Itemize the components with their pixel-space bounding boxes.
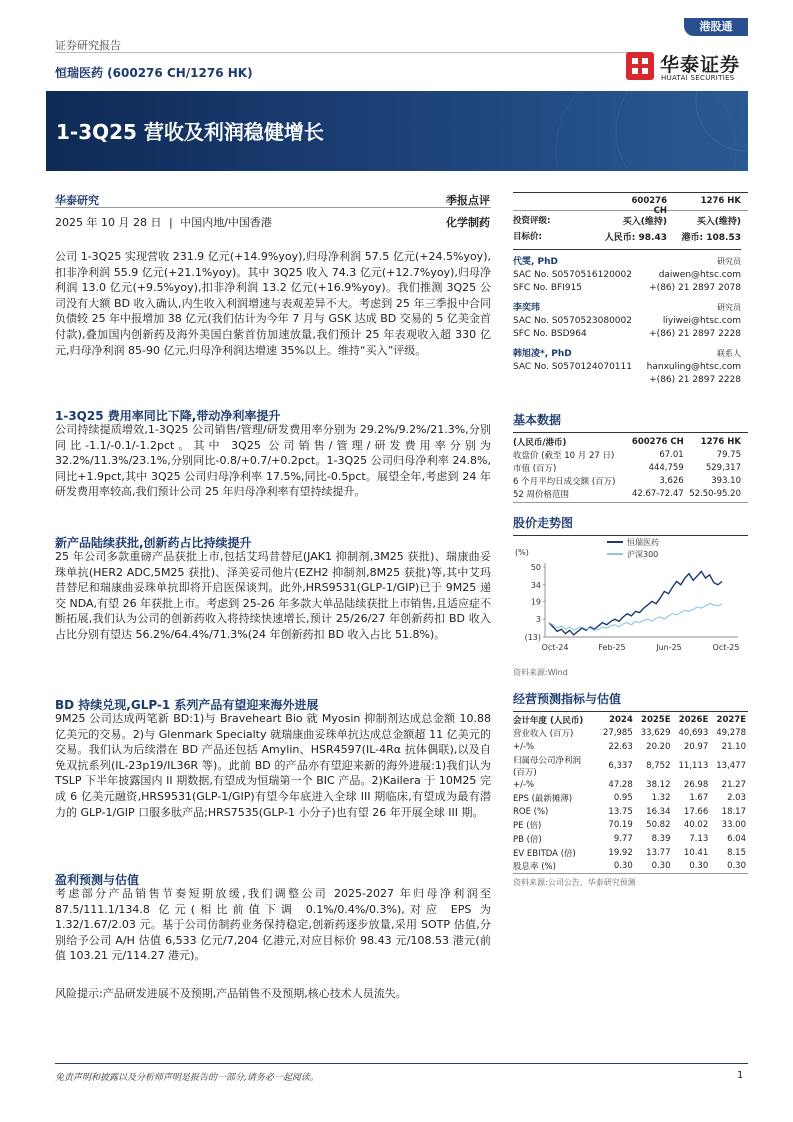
forecast-cell: 10.41 (683, 847, 709, 858)
basic-data-cell: 市值 (百万) (513, 463, 557, 474)
basic-data-cell: 529,317 (705, 462, 741, 473)
forecast-row (513, 819, 746, 833)
basic-data-row (513, 461, 741, 474)
forecast-cell: 2.03 (727, 793, 746, 804)
forecast-cell: 19.92 (608, 847, 633, 858)
forecast-cell: PE (倍) (513, 821, 542, 832)
analyst-name: 代雯, PhD (513, 257, 559, 267)
company-line: 恒瑞医药 (600276 CH/1276 HK) (55, 66, 253, 80)
footer-rule (55, 1063, 748, 1064)
section-1-title: 1-3Q25 费用率同比下降,带动净利率提升 (55, 409, 281, 423)
forecast-cell: 17.66 (683, 806, 709, 817)
forecast-cell: 18.17 (721, 806, 746, 817)
forecast-cell: 7.13 (689, 833, 709, 844)
x-tick-label: Jun-25 (656, 643, 682, 652)
huatai-logo (624, 50, 748, 88)
analyst-card (513, 302, 741, 342)
forecast-row (513, 754, 746, 778)
section-2-title: 新产品陆续获批,创新药占比持续提升 (55, 536, 252, 550)
forecast-row (513, 859, 746, 873)
intro-paragraph (55, 249, 491, 358)
forecast-row (513, 778, 746, 792)
y-axis-label: (%) (515, 548, 529, 557)
logo-en-text: HUATAI SECURITIES (661, 74, 735, 82)
forecast-cell: 13.77 (646, 847, 671, 858)
analyst-name: 李奕玮 (513, 303, 541, 313)
target-a: 人民币: 98.43 (604, 233, 667, 243)
forecast-cell: 50.82 (646, 820, 671, 831)
rating-code-row (513, 196, 748, 216)
footer-disclaimer: 免责声明和披露以及分析师声明是报告的一部分,请务必一起阅读。 (55, 1073, 319, 1083)
basic-data-cell: 42.67-72.47 (631, 488, 684, 499)
forecast-row (513, 832, 746, 846)
basic-data-header (513, 435, 741, 448)
analyst-name: 韩旭凌*, PhD (513, 349, 572, 359)
forecast-block (513, 690, 748, 888)
report-title: 1-3Q25 营收及利润稳健增长 (56, 120, 324, 144)
forecast-cell: 40,693 (678, 728, 709, 739)
industry-label: 化学制药 (446, 216, 490, 229)
forecast-cell: 26.98 (683, 779, 709, 790)
hk-connect-tag: 港股通 (684, 18, 748, 36)
forecast-cell: 13,477 (716, 760, 746, 771)
forecast-cell: 70.19 (608, 820, 633, 831)
forecast-cell: 40.02 (683, 820, 709, 831)
forecast-cell: 8,752 (646, 760, 671, 771)
forecast-head-cell: 2026E (678, 714, 709, 725)
basic-data-row (513, 487, 741, 500)
basic-data-row (513, 448, 741, 461)
y-tick-label: (13) (524, 633, 541, 642)
section-1-body: 公司持续提质增效,1-3Q25 公司销售/管理/研发费用率分别为 29.2%/9.2%/21.3%,分别同比-1.1/-0.1/-1.2pct。其中 3Q25 公司销售/管理/研发费用率分别为 32.2%/11.3%/23.1%,分别同比-0.8/+0.7/+0.2pct。1-3Q25 公司归母净利率 24.8%,同比+1.9pct,其中 3Q25 公司归母净利率 17.5%,同比-0.5pct。展望全年,考虑到 24 年研发费用率较高,我们预计公司 25 年归母净利率有望持续提升。 (55, 423, 491, 499)
series-line-csi300 (549, 604, 722, 631)
rating-code-h: 1276 HK (700, 196, 741, 206)
forecast-cell: 0.30 (613, 861, 633, 872)
forecast-cell: 8.39 (651, 833, 671, 844)
forecast-cell: 1.32 (651, 793, 671, 804)
rating-a: 买入(维持) (622, 217, 667, 227)
forecast-cell: 49,278 (716, 728, 746, 739)
section-3-title: BD 持续兑现,GLP-1 系列产品有望迎来海外进展 (55, 698, 319, 712)
logo-cn-text: 华泰证券 (660, 54, 741, 76)
research-label: 华泰研究 (55, 194, 99, 207)
basic-data-row (513, 474, 741, 487)
forecast-source: 资料来源:公司公告、华泰研究预测 (513, 877, 636, 887)
report-type-label: 证券研究报告 (55, 39, 121, 52)
forecast-rule (513, 711, 748, 712)
forecast-cell: 股息率 (%) (513, 862, 556, 873)
forecast-cell: 13.75 (608, 806, 633, 817)
forecast-cell: 38.12 (646, 779, 671, 790)
legend-label: 沪深300 (627, 550, 659, 559)
analyst-card (513, 348, 741, 388)
forecast-cell: 16.34 (646, 806, 671, 817)
analyst-email[interactable]: hanxuling@htsc.com (646, 362, 741, 372)
basic-data-cell: 52 周价格范围 (513, 489, 570, 500)
forecast-cell: 0.30 (727, 861, 746, 872)
price-chart-source: 资料来源:Wind (513, 668, 568, 677)
title-banner (46, 91, 748, 171)
forecast-row (513, 740, 746, 754)
analyst-list (513, 249, 741, 388)
basic-data-cell: 52.50-95.20 (689, 488, 741, 499)
forecast-head-cell: 2025E (641, 714, 671, 725)
rating-row (513, 214, 748, 230)
y-tick-label: 34 (530, 580, 541, 590)
rating-top-rule (513, 192, 748, 193)
analyst-card (513, 256, 741, 296)
forecast-cell: EV EBITDA (倍) (513, 848, 576, 859)
forecast-cell: 33.00 (721, 820, 746, 831)
forecast-cell: PB (倍) (513, 834, 542, 845)
series-line-hengrui (549, 571, 722, 634)
x-tick-label: Feb-25 (598, 643, 626, 652)
y-tick-label: 3 (535, 615, 541, 625)
section-4-title: 盈利预测与估值 (55, 873, 140, 887)
basic-data-bottom-rule (513, 502, 748, 503)
forecast-head-cell: 2024 (609, 714, 633, 725)
forecast-cell: 6.04 (727, 833, 746, 844)
basic-data-rule (513, 432, 748, 433)
forecast-cell: 20.97 (683, 741, 709, 752)
basic-data-cell: 444,759 (648, 462, 684, 473)
section-3-body: 9M25 公司达成两笔新 BD:1)与 Braveheart Bio 就 Myosin 抑制剂达成总金额 10.88 亿美元的交易。2)与 Glenmark Specialty 就瑞康曲妥珠单抗达成总金额超 11 亿美元的交易。我们认为后续潜在 BD 产品还包括 Amylin、HSR4597(IL-4Rα 抗体偶联),以及自免双抗系列(IL-23p19/IL36R 等)。此前 BD 的产品亦有望迎来新的海外进展:1)我们认为 TSLP 下半年披露国内 II 期数据,有望成为恒瑞第一个 BIC 产品。2)Kailera 于 10M25 完成 6 亿美元融资,HRS9531(GLP-1/GIP)有望今年底进入全球 III 期临床,有望成为最有潜力的 GLP-1/GIP 口服多肽产品;HRS7535(GLP-1 小分子)也有望 26 年开展全球 III 期。 (55, 712, 491, 819)
forecast-row (513, 846, 746, 860)
rating-code-a: 600276 CH (631, 196, 667, 216)
basic-data-head-cell: 1276 HK (700, 436, 741, 447)
basic-data-head-cell: (人民币/港币) (513, 437, 567, 448)
forecast-cell: 8.15 (727, 847, 746, 858)
forecast-head-cell: 2027E (716, 714, 746, 725)
basic-data-cell: 79.75 (716, 449, 741, 460)
analyst-role: 研究员 (717, 257, 741, 266)
basic-data-cell: 收盘价 (截至 10 月 27 日) (513, 450, 615, 461)
forecast-cell: 21.27 (721, 779, 746, 790)
forecast-cell: 22.63 (608, 741, 633, 752)
basic-data-table (513, 435, 741, 500)
section-4-body: 考虑部分产品销售节奏短期放缓,我们调整公司 2025-2027 年归母净利润至 87.5/111.1/134.8 亿元(相比前值下调 0.1%/0.4%/0.3%),对应 EPS 为 1.32/1.67/2.03 元。基于公司仿制药业务保持稳定,创新药逐步放量,采用 SOTP 估值,分别给予公司 A/H 估值 6,533 亿元/7,204 亿港元,对应目标价 98.43 元/108.53 港元(前值 103.21 元/114.27 港元)。 (55, 887, 491, 963)
report-date-row: 2025 年 10 月 28 日 | 中国内地/中国香港 (55, 216, 272, 229)
forecast-cell: 27,985 (603, 728, 633, 739)
forecast-table (513, 713, 746, 873)
forecast-row (513, 805, 746, 819)
forecast-cell: +/-% (513, 779, 535, 790)
y-tick-label: 50 (530, 563, 541, 572)
analyst-sac: SAC No. S0570523080002 (513, 316, 632, 326)
page-number: 1 (737, 1070, 744, 1081)
analyst-phone: +(86) 21 2897 2078 (649, 283, 741, 293)
forecast-cell: 营业收入 (百万) (513, 729, 574, 740)
forecast-bottom-rule (513, 873, 748, 874)
forecast-cell: ROE (%) (513, 806, 549, 817)
y-tick-label: 19 (530, 597, 541, 607)
forecast-cell: 0.30 (689, 861, 709, 872)
basic-data-block (513, 411, 748, 503)
basic-data-head-cell: 600276 CH (631, 436, 684, 447)
forecast-cell: 归属母公司净利润 (百万) (513, 755, 582, 778)
legend-label: 恒瑞医药 (627, 538, 659, 547)
basic-data-cell: 6 个月平均日成交额 (百万) (513, 476, 616, 487)
analyst-phone: +(86) 21 2897 2228 (649, 375, 741, 385)
forecast-cell: 33,629 (640, 728, 671, 739)
price-chart-title: 股价走势图 (513, 516, 574, 530)
rating-label: 投资评级: (513, 216, 551, 226)
forecast-cell: 0.95 (613, 793, 633, 804)
basic-data-cell: 3,626 (659, 475, 684, 486)
report-region: 中国内地/中国香港 (180, 216, 272, 229)
analyst-top-rule (513, 249, 741, 250)
report-date: 2025 年 10 月 28 日 (55, 216, 162, 229)
rating-box (513, 192, 748, 246)
forecast-row (513, 791, 746, 805)
basic-data-cell: 67.01 (659, 449, 684, 460)
forecast-cell: 6,337 (608, 760, 633, 771)
forecast-cell: 47.28 (608, 779, 633, 790)
forecast-header (513, 713, 746, 727)
analyst-sfc: SFC No. BFI915 (513, 283, 583, 293)
x-tick-label: Oct-25 (712, 643, 740, 652)
risk-warning: 风险提示:产品研发进展不及预期,产品销售不及预期,核心技术人员流失。 (55, 987, 407, 1000)
analyst-email[interactable]: daiwen@htsc.com (658, 270, 741, 280)
intro-text: 公司 1-3Q25 实现营收 231.9 亿元(+14.9%yoy),归母净利润 57.5 亿元(+24.5%yoy),扣非净利润 55.9 亿元(+21.1%yoy)。其中 3Q25 收入 74.3 亿元(+12.7%yoy),归母净利润 13.0 亿元(+9.5%yoy),扣非净利润 13.2 亿元(+16.9%yoy)。我们推测 3Q25 公司没有大额 BD 收入确认,内生收入利润增速与表观差异不大。考虑到 25 年三季报中合同负债较 25 年中报增加 38 亿元(我们估计为今年 7 月与 GSK 达成 BD 交易的 5 亿美金首付款),叠加国内创新药及海外美国白紫首仿加速放量,我们预计 25 年表观收入超 330 亿元,归母净利润 85-90 亿元,归母净利润达增速 35%以上。维持“买入”评级。 (55, 250, 491, 357)
huatai-logo-icon (624, 50, 656, 82)
section-2-body: 25 年公司多款重磅产品获批上市,包括艾玛昔替尼(JAK1 抑制剂,3M25 获批)、瑞康曲妥珠单抗(HER2 ADC,5M25 获批)、泽美妥司他片(EZH2 抑制剂,8M25 获批)等,其中艾玛昔替尼和瑞康曲妥珠单抗即将开启医保谈判。此外,HRS9531(GLP-1/GIP)已于 9M25 递交 NDA,有望 26 年获批上市。考虑到 25-26 年多款大单品陆续获批上市销售,且适应症不断拓展,我们认为公司的创新药收入将持续快速增长,预计 25/26/27 年创新药扣 BD 收入占比分别有望达 56.2%/64.4%/71.3%(24 年创新药扣 BD 收入占比 51.8%)。 (55, 550, 491, 641)
analyst-role: 研究员 (717, 303, 741, 312)
forecast-cell: 21.10 (721, 741, 746, 752)
analyst-sac: SAC No. S0570516120002 (513, 270, 632, 280)
x-tick-label: Oct-24 (541, 643, 569, 652)
target-label: 目标价: (513, 232, 542, 242)
target-h: 港币: 108.53 (681, 233, 741, 243)
header-divider (55, 52, 635, 53)
basic-data-cell: 393.10 (711, 475, 741, 486)
analyst-phone: +(86) 21 2897 2228 (649, 329, 741, 339)
analyst-email[interactable]: liyiwei@htsc.com (662, 316, 741, 326)
forecast-cell: 9.77 (613, 833, 633, 844)
target-row (513, 230, 748, 246)
forecast-cell: +/-% (513, 741, 535, 752)
forecast-cell: EPS (最新摊薄) (513, 794, 573, 805)
forecast-cell: 0.30 (651, 861, 671, 872)
analyst-sac: SAC No. S0570124070111 (513, 362, 632, 372)
price-chart (513, 533, 748, 661)
analyst-role: 联系人 (717, 349, 741, 358)
forecast-cell: 11,113 (678, 760, 709, 771)
basic-data-title: 基本数据 (513, 413, 562, 427)
forecast-cell: 1.67 (689, 793, 709, 804)
forecast-cell: 20.20 (646, 741, 671, 752)
forecast-head-cell: 会计年度 (人民币) (513, 715, 584, 726)
forecast-title: 经营预测指标与估值 (513, 692, 622, 706)
forecast-row (513, 727, 746, 741)
analyst-sfc: SFC No. BSD964 (513, 329, 587, 339)
rating-h: 买入(维持) (696, 217, 741, 227)
meta-divider (55, 207, 491, 208)
report-kind: 季报点评 (446, 194, 490, 207)
